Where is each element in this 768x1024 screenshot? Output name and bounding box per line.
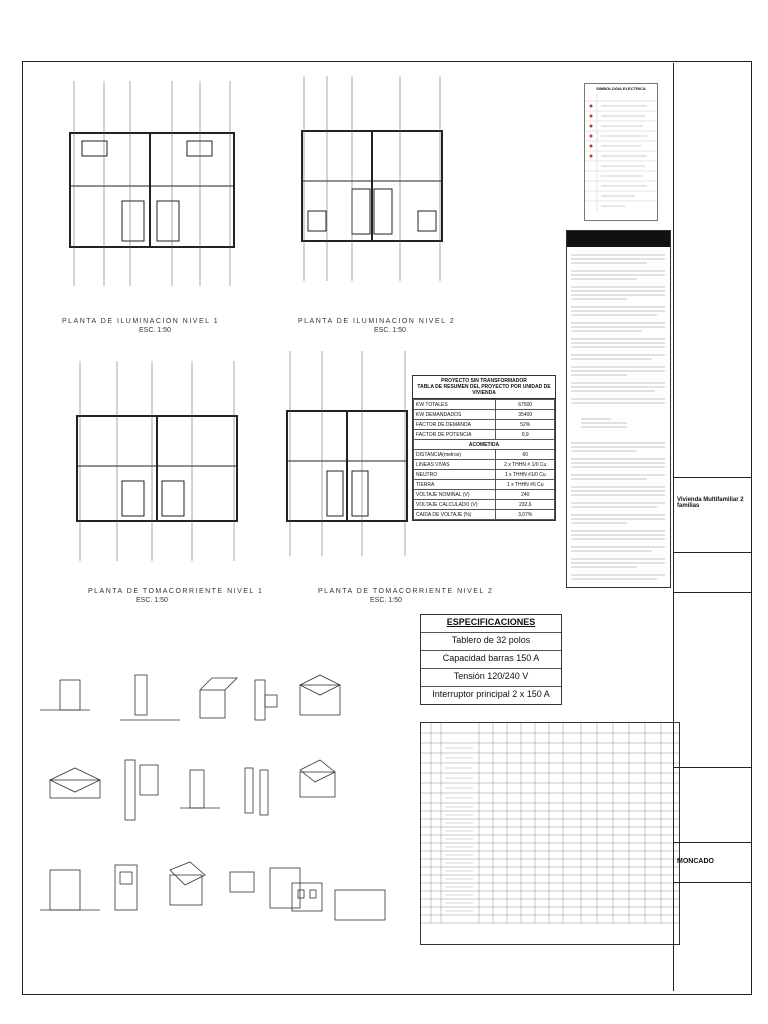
summary-row [414, 410, 555, 420]
project-name: Vivienda Multifamiliar 2 familias [677, 497, 744, 509]
title-block [673, 63, 751, 991]
spec-item: Tensión 120/240 V [421, 669, 561, 687]
plan-scale-toma-2: ESC. 1:50 [370, 597, 402, 604]
spec-item: Interruptor principal 2 x 150 A [432, 689, 550, 699]
summary-value: 2 x THHN # 1/0 Cu [496, 460, 555, 470]
summary-value: 1 x THHN #1/0 Cu [496, 470, 555, 480]
installation-details-drawing [30, 640, 410, 960]
circuit-load-table [420, 722, 680, 945]
acometida-header: ACOMETIDA [414, 440, 555, 450]
summary-row [414, 500, 555, 510]
summary-label: KW DEMANDADOS [414, 410, 496, 420]
specifications-title: ESPECIFICACIONES [421, 615, 561, 633]
summary-label: TIERRA [414, 480, 496, 490]
title-block-info [674, 553, 751, 593]
summary-label: KW TOTALES [414, 400, 496, 410]
plan-title-toma-1: PLANTA DE TOMACORRIENTE NIVEL 1 [88, 588, 264, 595]
summary-row [414, 490, 555, 500]
title-block-stamp [674, 843, 751, 883]
spec-item: Tablero de 32 polos [421, 633, 561, 651]
summary-value: 0,9 [496, 430, 555, 440]
summary-rows [413, 399, 555, 520]
summary-row [414, 480, 555, 490]
summary-value: 35400 [496, 410, 555, 420]
circuit-table-grid [421, 723, 679, 943]
plan-scale-ilum-2: ESC. 1:50 [374, 327, 406, 334]
plan-scale-toma-1: ESC. 1:50 [136, 597, 168, 604]
summary-value: 1 x THHN #6 Cu [496, 480, 555, 490]
summary-value: 240 [496, 490, 555, 500]
summary-label: FACTOR DE POTENCIA [414, 430, 496, 440]
notes-text-lines [567, 247, 670, 587]
summary-value: 3,07% [496, 510, 555, 520]
summary-label: VOLTAJE NOMINAL (V) [414, 490, 496, 500]
summary-value: 52% [496, 420, 555, 430]
summary-row [414, 470, 555, 480]
symbology-title: SIMBOLOGIA ELECTRICA [596, 86, 646, 91]
title-block-sheet [674, 883, 751, 991]
plan-scale-ilum-1: ESC. 1:50 [139, 327, 171, 334]
summary-label: LINEAS VIVAS [414, 460, 496, 470]
electrical-symbology-legend [584, 83, 658, 221]
summary-value: 60 [496, 450, 555, 460]
title-block-owner [674, 768, 751, 843]
summary-row [414, 430, 555, 440]
notes-header-bar [567, 231, 670, 247]
summary-label: NEUTRO [414, 470, 496, 480]
specifications-box [420, 614, 562, 705]
plan-title-toma-2: PLANTA DE TOMACORRIENTE NIVEL 2 [318, 588, 494, 595]
summary-title [413, 376, 555, 399]
plan-title-ilum-2: PLANTA DE ILUMINACION NIVEL 2 [298, 318, 456, 325]
summary-value: 232,6 [496, 500, 555, 510]
general-notes-panel [566, 230, 671, 588]
summary-title-line1: PROYECTO SIN TRANSFORMADOR [441, 378, 527, 384]
symbology-rows [585, 93, 657, 213]
summary-value: 67500 [496, 400, 555, 410]
summary-label: CAIDA DE VOLTAJE (%) [414, 510, 496, 520]
project-summary-table [412, 375, 556, 521]
summary-row [414, 420, 555, 430]
summary-label: DISTANCIA(metros) [414, 450, 496, 460]
title-block-project [674, 478, 751, 553]
spec-item: Capacidad barras 150 A [421, 651, 561, 669]
summary-row [414, 450, 555, 460]
summary-label: FACTOR DE DEMANDA [414, 420, 496, 430]
stamp-text: MONCADO [677, 858, 714, 865]
summary-row [414, 460, 555, 470]
title-block-signatures [674, 593, 751, 768]
title-block-blank [674, 63, 751, 478]
summary-label: VOLTAJE CALCULADO (V) [414, 500, 496, 510]
summary-title-line2: TABLA DE RESUMEN DEL PROYECTO POR UNIDAD DE VIVIENDA [417, 384, 551, 396]
summary-row [414, 510, 555, 520]
acometida-header-row [414, 440, 555, 450]
summary-row [414, 400, 555, 410]
plan-title-ilum-1: PLANTA DE ILUMINACION NIVEL 1 [62, 318, 220, 325]
